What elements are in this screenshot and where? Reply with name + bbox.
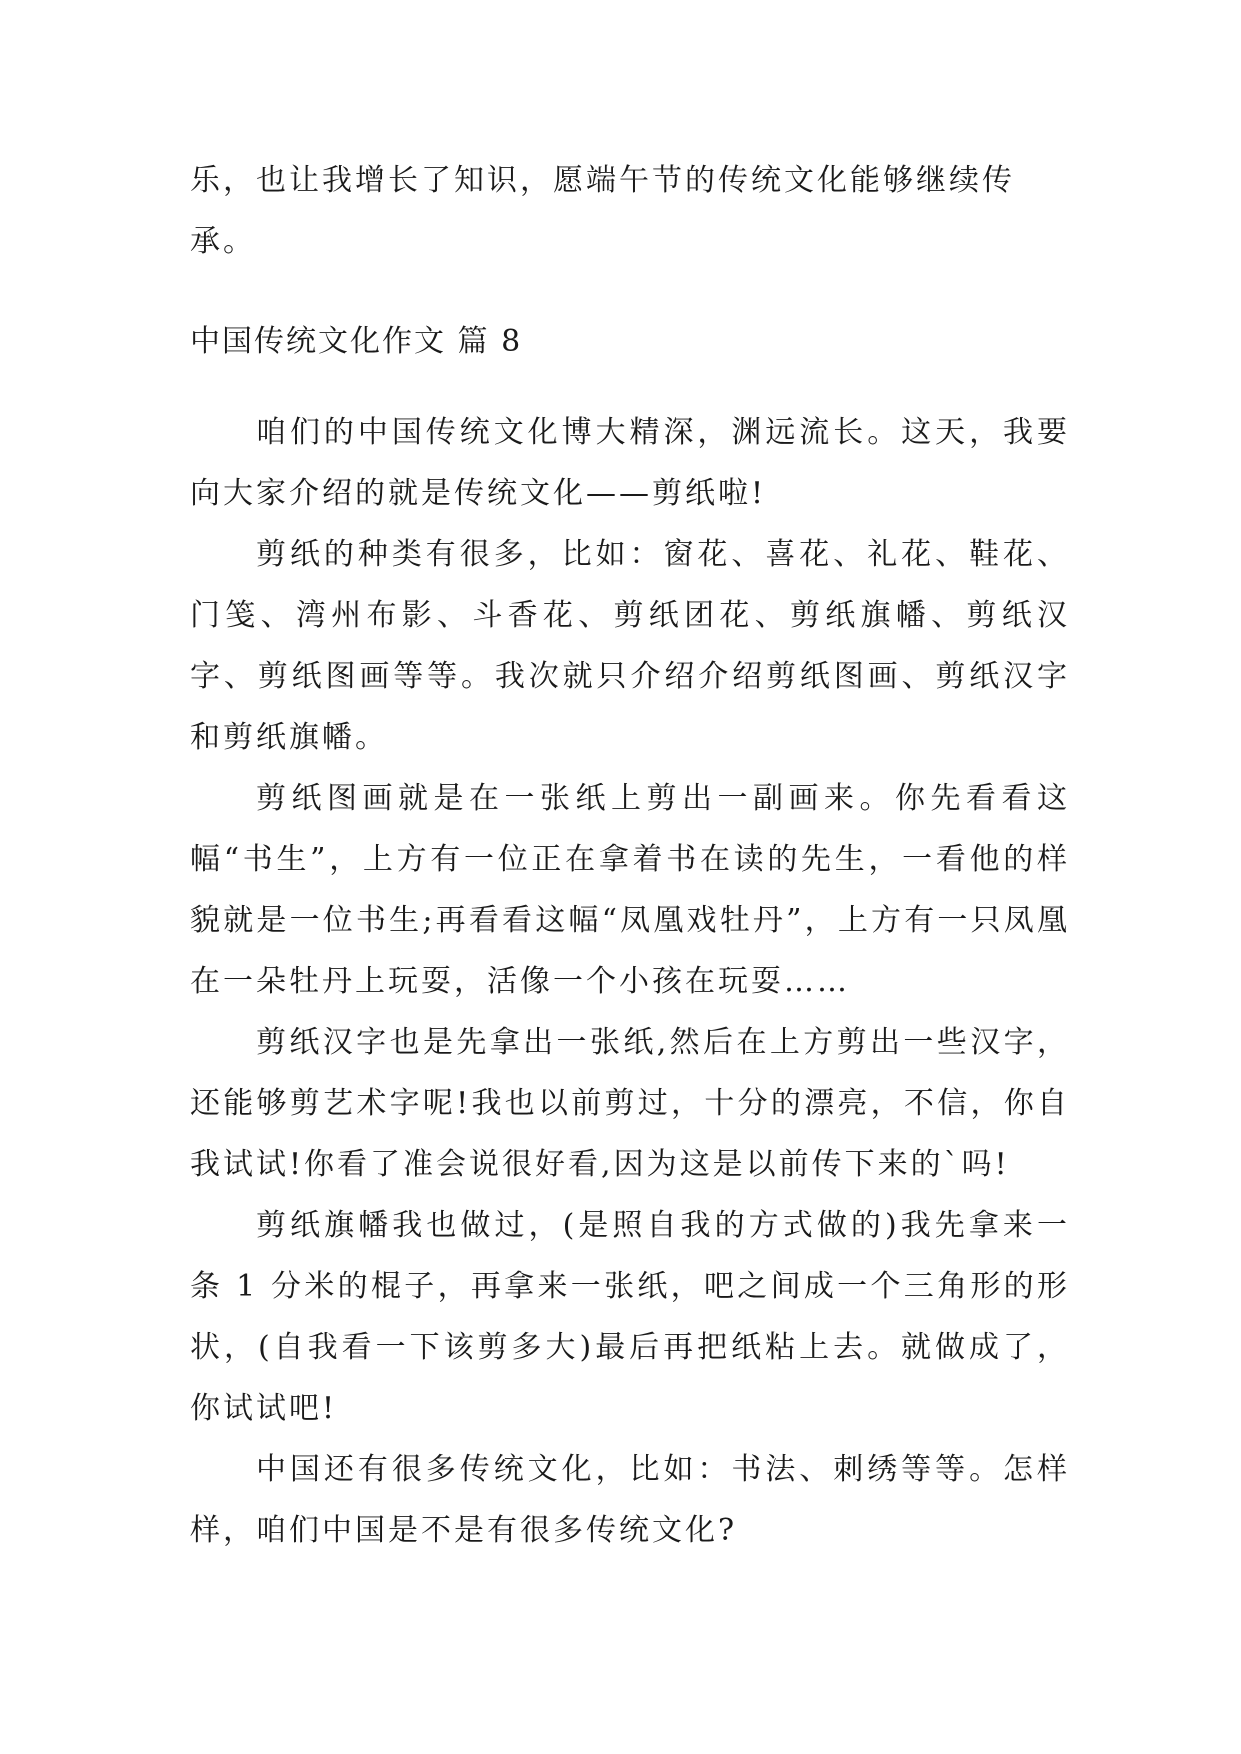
paragraph-conclusion: 中国还有很多传统文化，比如：书法、刺绣等等。怎样样，咱们中国是不是有很多传统文化? [190, 1452, 1070, 1548]
paragraph-types: 剪纸的种类有很多，比如：窗花、喜花、礼花、鞋花、门笺、湾州布影、斗香花、剪纸团花、剪纸旗幡、剪纸汉字、剪纸图画等等。我次就只介绍介绍剪纸图画、剪纸汉字和剪纸旗幡。 [190, 537, 1070, 755]
document-page [190, 150, 1070, 1561]
paragraph-intro: 咱们的中国传统文化博大精深，渊远流长。这天，我要向大家介绍的就是传统文化——剪纸啦! [190, 415, 1070, 511]
paragraph-paper-banners: 剪纸旗幡我也做过，(是照自我的方式做的)我先拿来一条 1 分米的棍子，再拿来一张纸，吧之间成一个三角形的形状，(自我看一下该剪多大)最后再把纸粘上去。就做成了，你试试吧! [190, 1208, 1070, 1426]
paragraph-paper-pictures: 剪纸图画就是在一张纸上剪出一副画来。你先看看这幅“书生”，上方有一位正在拿着书在读的先生，一看他的样貌就是一位书生;再看看这幅“凤凰戏牡丹”，上方有一只凤凰在一朵牡丹上玩耍，活像一个小孩在玩耍…… [190, 781, 1070, 999]
paragraph-paper-characters: 剪纸汉字也是先拿出一张纸,然后在上方剪出一些汉字，还能够剪艺术字呢!我也以前剪过，十分的漂亮，不信，你自我试试!你看了准会说很好看,因为这是以前传下来的`吗! [190, 1025, 1070, 1182]
essay-heading: 中国传统文化作文 篇 8 [190, 324, 523, 359]
carryover-text-line: 乐，也让我增长了知识，愿端午节的传统文化能够继续传承。 [190, 163, 1015, 259]
